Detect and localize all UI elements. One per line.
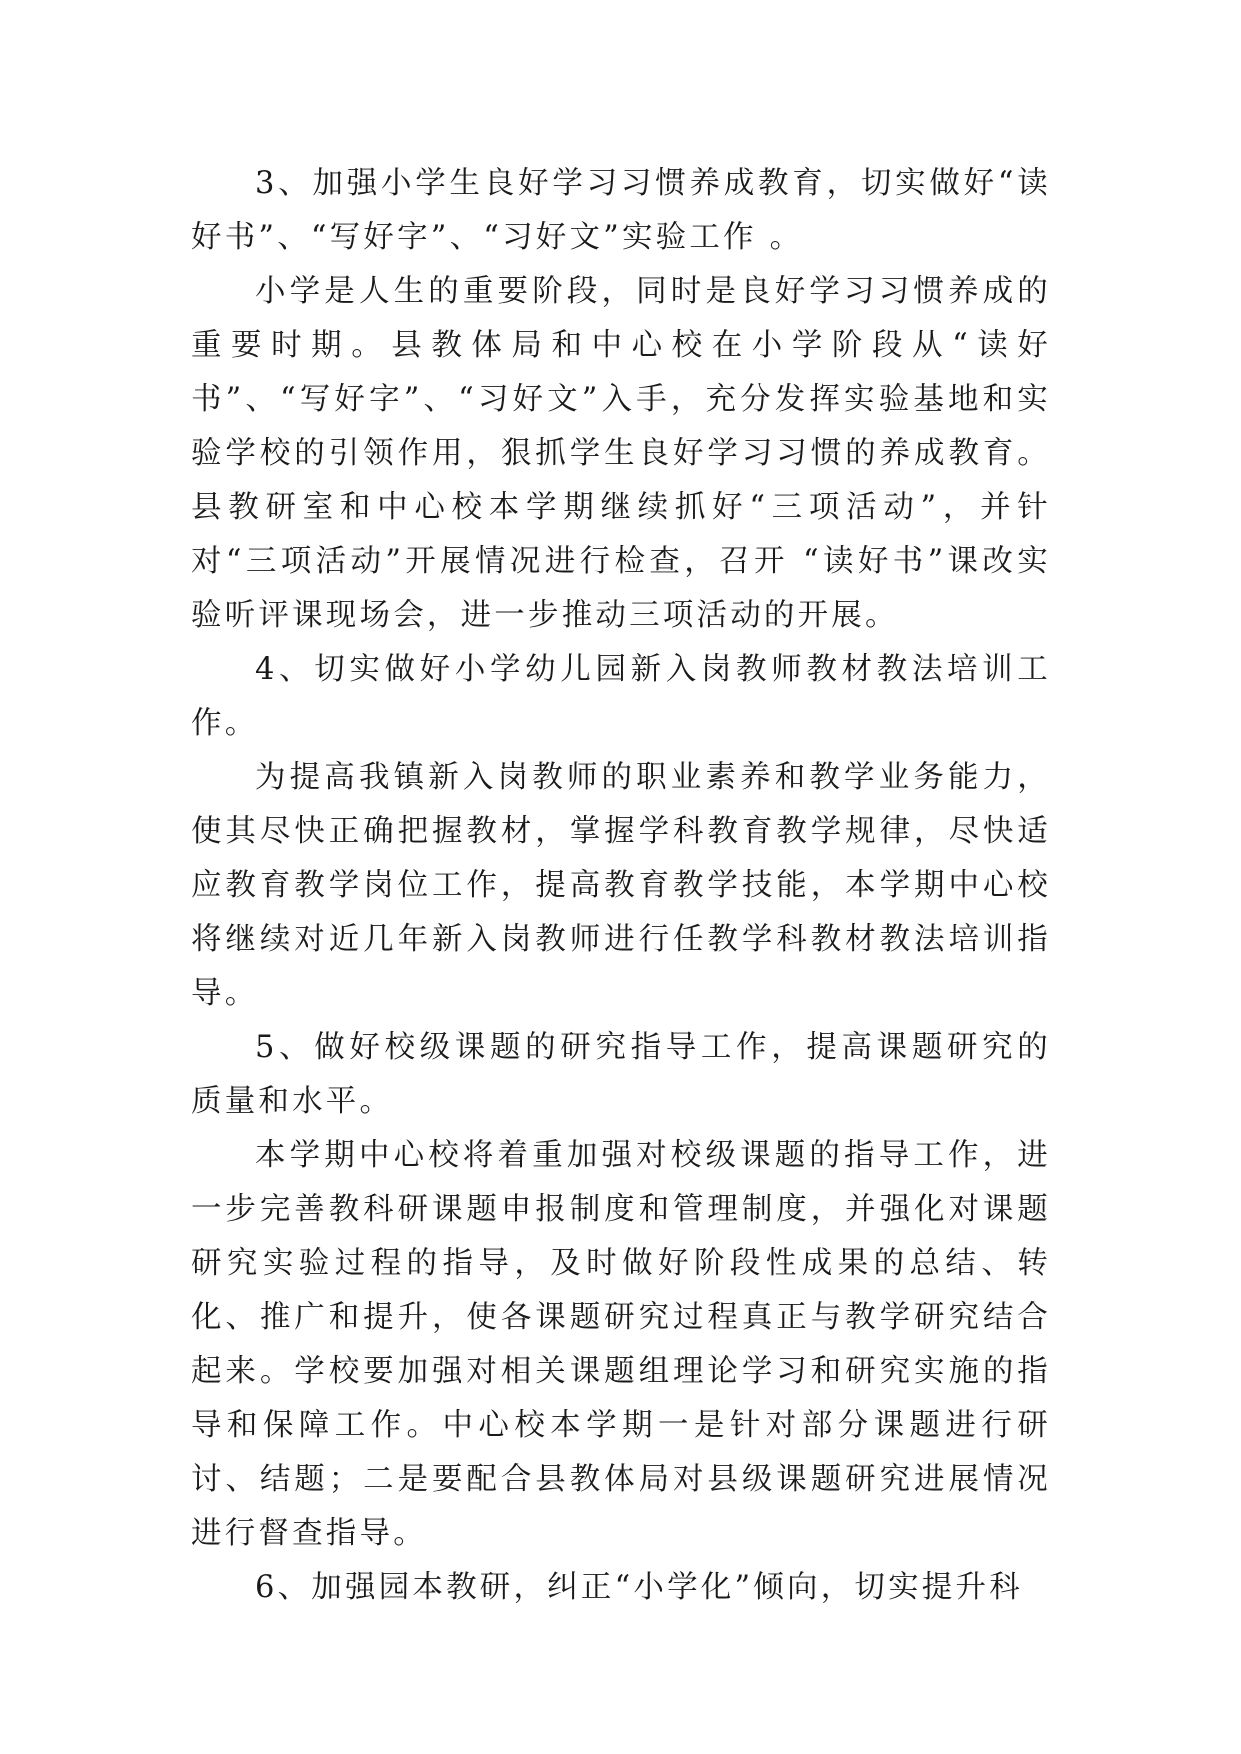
body-paragraph: 小学是人生的重要阶段，同时是良好学习习惯养成的重要时期。县教体局和中心校在小学阶段从“读好书”、“写好字”、“习好文”入手，充分发挥实验基地和实验学校的引领作用，狠抓学生良好学习习惯的养成教育。县教研室和中心校本学期继续抓好“三项活动”，并针对“三项活动”开展情况进行检查，召开 “读好书”课改实验听评课现场会，进一步推动三项活动的开展。 bbox=[191, 274, 1051, 633]
body-paragraph: 为提高我镇新入岗教师的职业素养和教学业务能力，使其尽快正确把握教材，掌握学科教育教学规律，尽快适应教育教学岗位工作，提高教育教学技能，本学期中心校将继续对近几年新入岗教师进行任教学科教材教法培训指导。 bbox=[191, 760, 1051, 1011]
section-heading-6: 6、加强园本教研，纠正“小学化”倾向，切实提升科 bbox=[255, 1570, 1023, 1605]
section-heading-5: 5、做好校级课题的研究指导工作，提高课题研究的质量和水平。 bbox=[191, 1030, 1051, 1119]
section-heading-3: 3、加强小学生良好学习习惯养成教育，切实做好“读好书”、“写好字”、“习好文”实验工作 。 bbox=[191, 166, 1051, 255]
section-heading-4: 4、切实做好小学幼儿园新入岗教师教材教法培训工作。 bbox=[191, 652, 1051, 741]
document-body bbox=[191, 157, 1051, 1615]
body-paragraph: 本学期中心校将着重加强对校级课题的指导工作，进一步完善教科研课题申报制度和管理制度，并强化对课题研究实验过程的指导，及时做好阶段性成果的总结、转化、推广和提升，使各课题研究过程真正与教学研究结合起来。学校要加强对相关课题组理论学习和研究实施的指导和保障工作。中心校本学期一是针对部分课题进行研讨、结题；二是要配合县教体局对县级课题研究进展情况进行督查指导。 bbox=[191, 1138, 1051, 1551]
